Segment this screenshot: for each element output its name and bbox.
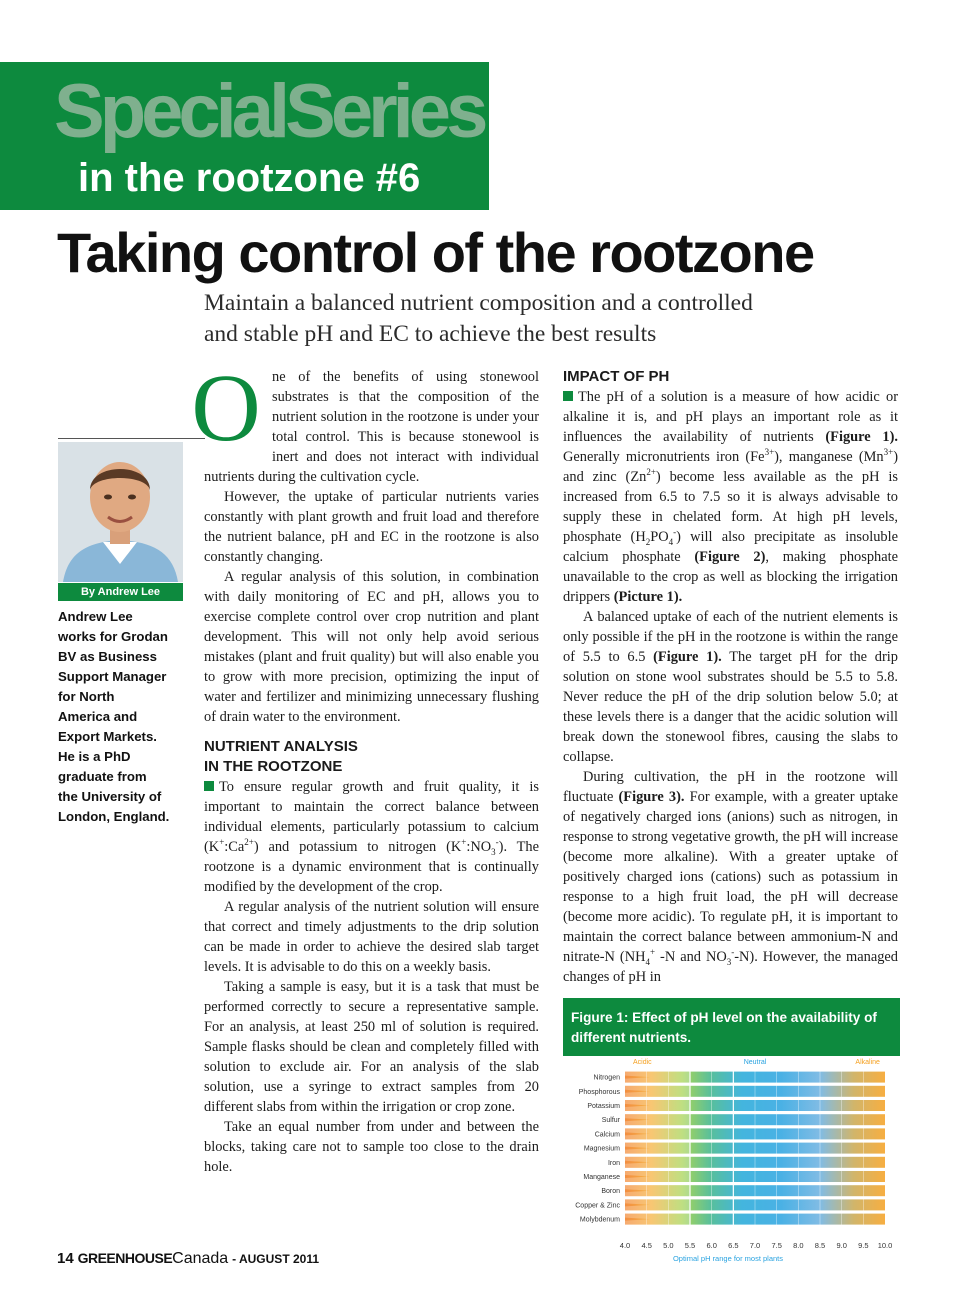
drop-cap: O [191, 354, 261, 461]
chart-row-label: Phosphorous [578, 1088, 620, 1096]
chart-row-label: Manganese [583, 1174, 620, 1181]
section-heading-impact: IMPACT OF PH [563, 368, 670, 385]
paragraph-text: , making phosphate unavailable to the crop as well as blocking the irrigation drippers [563, 549, 898, 605]
page-footer [57, 1248, 319, 1269]
subscript: 4 [668, 536, 674, 547]
chart-row-label: Boron [601, 1188, 620, 1196]
chart-x-tick-label: 7.0 [749, 1241, 761, 1250]
subscript: 3 [726, 956, 732, 967]
figure-1-title: Figure 1: Effect of pH level on the availability of different nutrients. [563, 998, 900, 1056]
subscript: 3 [491, 846, 496, 857]
superscript: 3+ [883, 447, 894, 458]
chart-zone-label: Alkaline [855, 1059, 880, 1066]
superscript: 2+ [646, 467, 656, 478]
figure-reference: (Figure 2) [694, 549, 766, 565]
section-square-icon [563, 391, 573, 401]
chart-zone-label: Acidic [632, 1059, 652, 1066]
bio-line: London, England. [58, 809, 170, 824]
figure-reference: (Picture 1). [613, 589, 683, 605]
paragraph-text: The pH of a solution is a measure of how acidic or alkaline it is, and pH plays an important role as it influences the availability of nutrients [563, 389, 898, 445]
chart-row-label: Potassium [587, 1103, 620, 1110]
paragraph-text: ne of the benefits of using stonewool substrates is that the composition of the nutrient solution in the rootzone is under your total control. This is because stonewool is inert and does not interact with individual nutrients during the cultivation cycle. [204, 369, 539, 485]
column-right [563, 367, 898, 987]
chart-x-tick-label: 4.5 [641, 1241, 652, 1250]
body-paragraph: A regular analysis of this solution, in combination with daily monitoring of EC and pH, allows you to exercise complete control over crop nutrition and plant development. This will not only help avoid serious mistakes (plant and fruit quality) but will also enable you to grow with more precision, optimizing the input of water and fertilizer and minimizing unnecessary flushing of drain water to the environment. [204, 569, 539, 725]
paragraph-text: ) become less available as the pH is increased from 6.5 to 7.5 so it is always advisable to supply these in chelated form. At high pH levels, phosphate (H [563, 469, 898, 545]
chart-row-label: Nitrogen [593, 1074, 620, 1082]
bio-line: for North [58, 689, 115, 704]
chart-x-tick-label: 6.0 [706, 1241, 717, 1250]
chart-x-tick-label: 5.0 [663, 1241, 674, 1250]
page-number: 14 [57, 1250, 74, 1267]
body-paragraph: However, the uptake of particular nutrients varies constantly with plant growth and fruit load and therefore the nutrient balance, pH and EC in the rootzone is also constantly changing. [204, 489, 539, 565]
chart-x-tick-label: 9.5 [858, 1241, 869, 1250]
bio-line: BV as Business [58, 649, 157, 664]
paragraph-text: :NO [466, 839, 492, 855]
superscript: + [461, 837, 467, 848]
paragraph-text: ) and zinc (Zn [563, 449, 898, 485]
article-deck [204, 288, 904, 350]
bio-line: America and [58, 709, 138, 724]
chart-x-tick-label: 8.5 [814, 1241, 826, 1250]
chart-x-tick-label: 9.0 [836, 1241, 847, 1250]
magazine-brand: GREENHOUSE [77, 1250, 173, 1266]
subscript: 2 [645, 536, 651, 547]
paragraph-text: -N and NO [655, 949, 727, 965]
bio-line: He is a PhD [58, 749, 131, 764]
superscript: + [219, 837, 225, 848]
body-paragraph: Taking a sample is easy, but it is a task that must be performed correctly to secure a representative sample. For an analysis, at least 250 ml of solution is required. Sample flasks should be clean and completely filled with solution to exclude air. For an analysis of the slab solution, use a syringe to extract samples from 20 different slabs from within the irrigation or crop zone. [204, 979, 539, 1115]
paragraph-text: Generally micronutrients iron (Fe [563, 449, 765, 465]
paragraph-text: The target pH for the drip solution on stone wool substrates should be 5.5 to 5.8. Never reduce the pH of the drip solution below 5.0; at these levels there is a danger that the acidic solution will break down the stonewool fibres, causing the slabs to collapse. [563, 649, 898, 765]
chart-zone-label: Neutral [743, 1059, 767, 1066]
heading-line: NUTRIENT ANALYSIS [204, 738, 358, 755]
chart-x-tick-label: 4.0 [619, 1241, 631, 1250]
figure-1-chart [563, 1056, 900, 1268]
heading-line: IN THE ROOTZONE [204, 758, 343, 775]
superscript: - [731, 947, 735, 958]
article-headline: Taking control of the rootzone [57, 221, 814, 284]
section-heading-nutrient [204, 737, 539, 777]
paragraph-text: ), manganese (Mn [774, 449, 884, 465]
chart-row-label: Iron [607, 1159, 620, 1167]
paragraph-text: :Ca [224, 839, 245, 855]
series-subtitle: in the rootzone #6 [78, 156, 421, 200]
superscript: - [495, 837, 499, 848]
body-paragraph [563, 607, 898, 767]
paragraph-text: For example, with a greater uptake of negatively charged ions (anions) such as nitrogen, in response to strong vegetative growth, the pH will increase (become more alkaline). With a greater uptake of positively charged ions (cations) such as potassium in response to a high fruit load, the pH will decrease (become more acidic). To regulate pH, it is important to maintain the correct balance between ammonium-N and nitrate-N (NH [563, 789, 898, 965]
bio-line: Andrew Lee [58, 609, 133, 624]
chart-row-label: Calcium [594, 1131, 620, 1139]
bio-line: graduate from [58, 769, 147, 784]
chart-x-tick-label: 8.0 [793, 1241, 804, 1250]
paragraph-text: ) and potassium to nitrogen (K [253, 839, 462, 855]
paragraph-text: -N). However, the managed changes of pH in [563, 949, 898, 985]
body-paragraph [563, 767, 898, 987]
figure-reference: (Figure 1). [653, 649, 722, 665]
superscript: - [673, 527, 677, 538]
magazine-brand-suffix: Canada [172, 1250, 229, 1267]
paragraph-text: ). The rootzone is a dynamic environment that is continually modified by the development of the crop. [204, 839, 539, 895]
figure-reference: (Figure 3). [618, 789, 685, 805]
chart-row-label: Magnesium [583, 1145, 620, 1153]
chart-row-label: Copper & Zinc [575, 1202, 620, 1210]
author-divider [58, 438, 205, 439]
deck-line: and stable pH and EC to achieve the best results [204, 321, 657, 347]
section-square-icon [204, 781, 214, 791]
superscript: + [650, 947, 656, 958]
body-paragraph: A regular analysis of the nutrient solution will ensure that correct and timely adjustments to the drip solution can be made in order to achieve the desired slab target levels. It is advisable to do this on a weekly basis. [204, 899, 539, 975]
bio-line: Export Markets. [58, 729, 157, 744]
chart-x-tick-label: 10.0 [877, 1241, 893, 1250]
nutrient-availability-chart [563, 1056, 900, 1268]
figure-reference: (Figure 1). [825, 429, 898, 445]
bio-line: Support Manager [58, 669, 167, 684]
paragraph-text: A balanced uptake of each of the nutrient elements is only possible if the pH in the rootzone is within the range of 5.5 to 6.5 [563, 609, 898, 665]
superscript: 3+ [764, 447, 775, 458]
chart-row-label: Molybdenum [579, 1216, 620, 1224]
body-paragraph: Take an equal number from under and between the blocks, taking care not to sample too close to the drain hole. [204, 1119, 539, 1175]
bio-line: works for Grodan [58, 629, 168, 644]
issue-date: - AUGUST 2011 [232, 1252, 320, 1266]
body-paragraph [563, 387, 898, 607]
column-left [191, 354, 539, 1177]
chart-row-label: Sulfur [601, 1117, 620, 1125]
series-title: SpecialSeries [54, 69, 484, 154]
paragraph-text: During cultivation, the pH in the rootzone will fluctuate [563, 769, 898, 805]
body-paragraph [191, 354, 539, 487]
chart-x-axis-label: Optimal pH range for most plants [672, 1254, 784, 1263]
author-byline: By Andrew Lee [58, 583, 183, 601]
author-bio [58, 607, 193, 827]
chart-x-tick-label: 5.5 [684, 1241, 696, 1250]
chart-x-tick-label: 7.5 [771, 1241, 782, 1250]
superscript: 2+ [244, 837, 254, 848]
paragraph-text: PO [650, 529, 669, 545]
deck-line: Maintain a balanced nutrient composition and a controlled [204, 290, 753, 316]
body-paragraph [204, 777, 539, 897]
paragraph-text: To ensure regular growth and fruit quality, it is important to maintain the correct balance between individual elements, particularly potassium to calcium (K [204, 779, 539, 855]
chart-x-tick-label: 6.5 [728, 1241, 739, 1250]
paragraph-text: ) will also precipitate as insoluble calcium phosphate [563, 529, 899, 565]
author-photo [58, 442, 183, 582]
bio-line: the University of [58, 789, 162, 804]
subscript: 4 [645, 956, 650, 967]
